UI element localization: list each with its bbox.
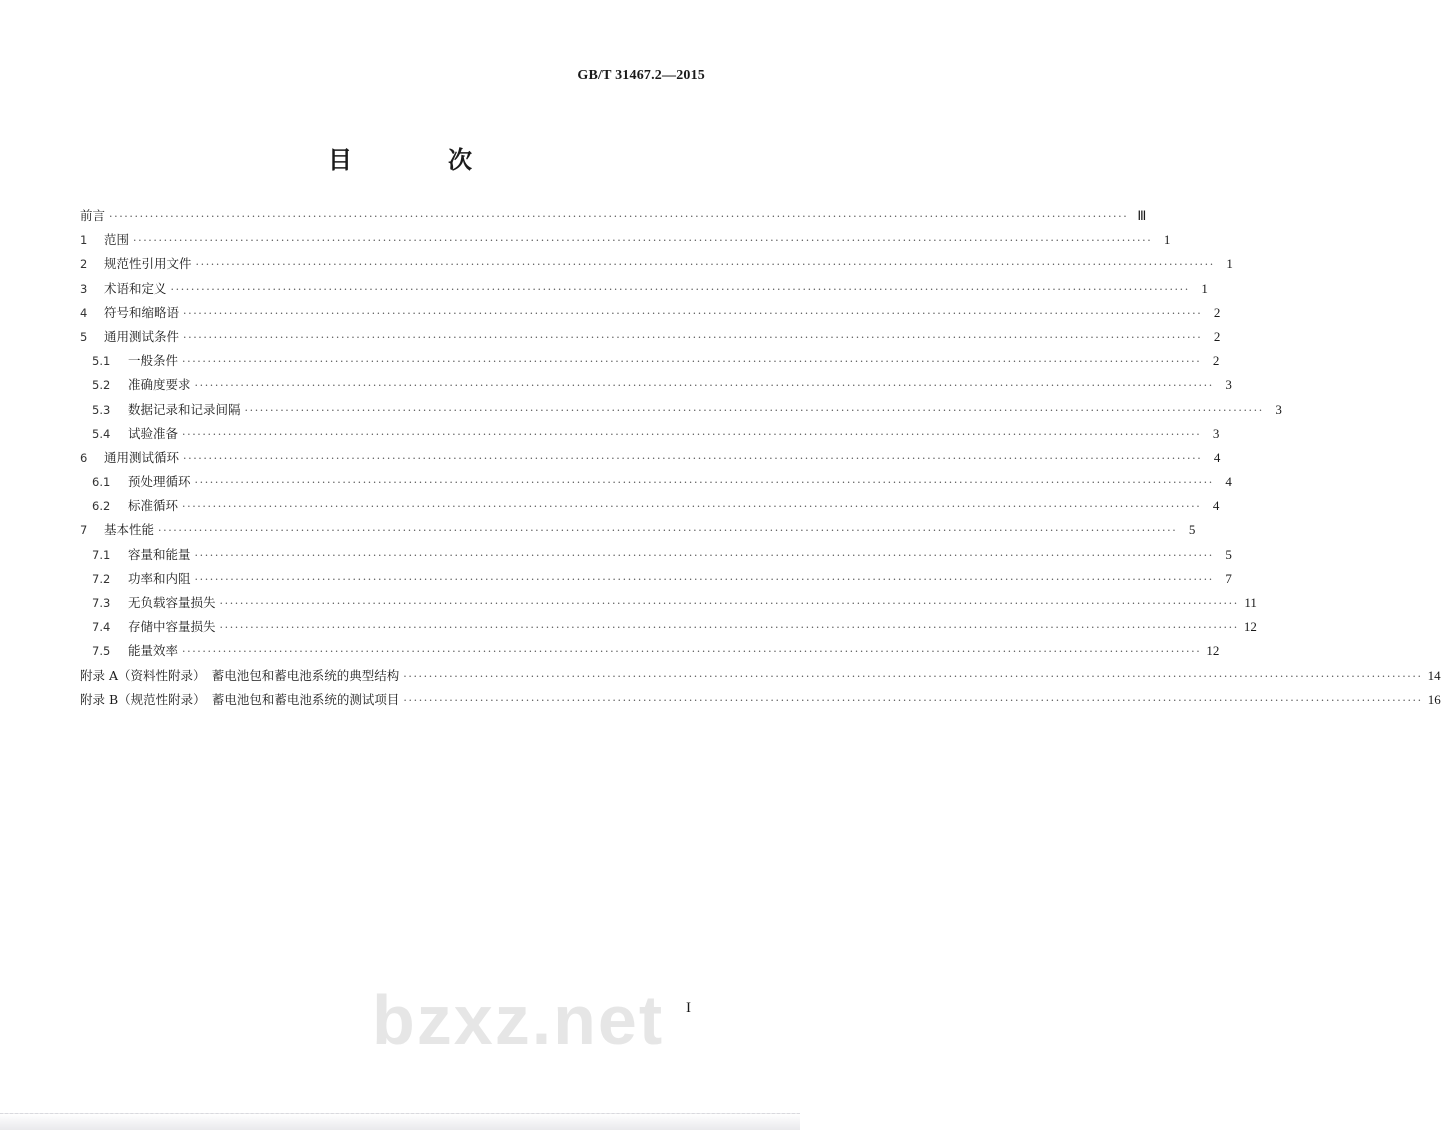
dot-leader: ········································································································································································································: [194, 476, 1214, 490]
toc-entry-page: 14: [1427, 667, 1441, 683]
dot-leader: ········································································································································································································: [183, 330, 1203, 344]
toc-entry-number: 5.4: [92, 426, 111, 441]
toc-entry-label: 范围: [104, 232, 130, 248]
dot-leader: ········································································································································································································: [194, 572, 1214, 586]
toc-entry-label: 通用测试循环: [104, 449, 180, 465]
toc-entry[interactable]: [80, 639, 1220, 663]
dot-leader: ········································································································································································································: [182, 355, 1202, 369]
toc-entry-number: 7.2: [92, 571, 111, 586]
toc-entry-label: 前言: [80, 208, 106, 223]
toc-entry-number: 6.1: [92, 475, 111, 490]
toc-entry[interactable]: [80, 349, 1220, 373]
toc-entry-page: 5: [1188, 522, 1196, 538]
toc-entry-label: 能量效率: [128, 643, 179, 659]
toc-entry-page: 7: [1225, 570, 1232, 586]
toc-entry[interactable]: [80, 301, 1221, 325]
toc-entry[interactable]: [80, 398, 1282, 422]
toc-entry-number: 5.3: [92, 402, 111, 417]
toc-entry-page: 1: [1226, 256, 1233, 272]
toc-entry[interactable]: [80, 204, 1147, 228]
toc-entry[interactable]: [80, 543, 1232, 567]
dot-leader: ········································································································································································································: [219, 597, 1239, 610]
toc-entry-label: 预处理循环: [128, 474, 191, 490]
toc-entry-label: 基本性能: [104, 522, 155, 538]
toc-entry-number: 7.3: [92, 596, 111, 610]
toc-entry-page: 1: [1163, 232, 1171, 248]
toc-entry-number: 7.5: [92, 644, 111, 659]
toc-entry-label: 数据记录和记录间隔: [128, 401, 241, 417]
toc-entry-number: 5.1: [92, 354, 111, 369]
toc-entry-label: 附录 A（资料性附录） 蓄电池包和蓄电池系统的典型结构: [80, 667, 400, 683]
toc-entry-page: 11: [1244, 595, 1257, 610]
toc-entry-number: 5.2: [92, 378, 111, 393]
dot-leader: ········································································································································································································: [403, 669, 1423, 683]
toc-entry[interactable]: [80, 325, 1221, 349]
toc-entry-label: 无负载容量损失: [128, 595, 216, 610]
dot-leader: ········································································································································································································: [183, 451, 1203, 465]
dot-leader: ········································································································································································································: [403, 693, 1423, 707]
toc-entry-label: 标准循环: [128, 498, 179, 514]
toc-entry[interactable]: [80, 494, 1220, 518]
toc-entry-number: 7.1: [92, 547, 111, 562]
toc-entry[interactable]: [80, 422, 1220, 446]
toc-entry-label: 附录 B（规范性附录） 蓄电池包和蓄电池系统的测试项目: [80, 691, 400, 707]
dot-leader: ········································································································································································································: [194, 548, 1214, 562]
toc-entry-label: 一般条件: [128, 353, 179, 369]
toc-entry-page: 2: [1213, 328, 1221, 344]
toc-entry[interactable]: [80, 470, 1232, 494]
toc-entry[interactable]: [80, 373, 1232, 397]
toc-entry[interactable]: [80, 688, 1441, 712]
toc-entry-page: 1: [1201, 280, 1208, 296]
dot-leader: ········································································································································································································: [182, 645, 1202, 659]
table-of-contents: [80, 204, 1441, 712]
toc-entry[interactable]: [80, 567, 1232, 591]
toc-entry-page: 2: [1212, 353, 1220, 369]
toc-entry-label: 符号和缩略语: [104, 304, 180, 320]
dot-leader: ········································································································································································································: [182, 500, 1202, 514]
toc-entry[interactable]: [80, 615, 1257, 639]
toc-entry-number: 5: [80, 329, 88, 344]
toc-entry-page: 4: [1225, 474, 1232, 490]
toc-entry[interactable]: [80, 446, 1221, 470]
footer-page-number: I: [686, 1000, 691, 1016]
toc-entry-page: 3: [1212, 425, 1220, 441]
dot-leader: ········································································································································································································: [194, 379, 1214, 393]
standard-code: GB/T 31467.2—2015: [577, 68, 705, 83]
toc-entry-page: 12: [1243, 619, 1257, 635]
toc-entry[interactable]: [80, 277, 1208, 301]
toc-entry-page: 2: [1213, 304, 1221, 320]
toc-entry-label: 存储中容量损失: [128, 619, 216, 635]
page-title: 目 次: [328, 145, 508, 174]
dot-leader: ········································································································································································································: [244, 403, 1264, 417]
toc-entry-number: 1: [80, 233, 88, 248]
dot-leader: ········································································································································································································: [170, 282, 1190, 296]
toc-entry[interactable]: [80, 591, 1257, 615]
dot-leader: ········································································································································································································: [182, 427, 1202, 441]
toc-entry-number: 6: [80, 450, 88, 465]
toc-entry-page: 5: [1225, 546, 1232, 562]
toc-entry-number: 2: [80, 257, 88, 272]
toc-entry-label: 术语和定义: [104, 280, 167, 296]
toc-entry[interactable]: [80, 664, 1441, 688]
watermark: bzxz.net: [372, 981, 665, 1059]
toc-entry-page: Ⅲ: [1137, 208, 1147, 223]
toc-entry-label: 试验准备: [128, 425, 179, 441]
toc-entry-label: 规范性引用文件: [104, 256, 192, 272]
dot-leader: ········································································································································································································: [158, 524, 1178, 538]
toc-entry-label: 功率和内阻: [128, 570, 191, 586]
dot-leader: ········································································································································································································: [133, 234, 1153, 248]
toc-entry-page: 16: [1427, 691, 1441, 707]
toc-entry-label: 容量和能量: [128, 546, 191, 562]
toc-entry-label: 通用测试条件: [104, 328, 180, 344]
toc-entry[interactable]: [80, 228, 1171, 252]
toc-entry-number: 3: [80, 281, 88, 296]
dot-leader: ········································································································································································································: [109, 210, 1129, 223]
toc-entry-number: 7: [80, 523, 88, 538]
dot-leader: ········································································································································································································: [183, 306, 1203, 320]
toc-entry-page: 4: [1213, 449, 1221, 465]
toc-entry[interactable]: [80, 518, 1196, 542]
toc-entry-page: 3: [1275, 401, 1282, 417]
dot-leader: ········································································································································································································: [195, 258, 1215, 272]
page-bottom-edge: [0, 1113, 800, 1130]
toc-entry-number: 4: [80, 305, 88, 320]
dot-leader: ········································································································································································································: [219, 621, 1239, 635]
toc-entry-page: 3: [1225, 377, 1232, 393]
toc-entry-page: 4: [1212, 498, 1220, 514]
toc-entry-number: 7.4: [92, 620, 111, 635]
toc-entry[interactable]: [80, 252, 1233, 276]
toc-entry-page: 12: [1206, 643, 1220, 659]
toc-entry-label: 准确度要求: [128, 377, 191, 393]
toc-entry-number: 6.2: [92, 499, 111, 514]
